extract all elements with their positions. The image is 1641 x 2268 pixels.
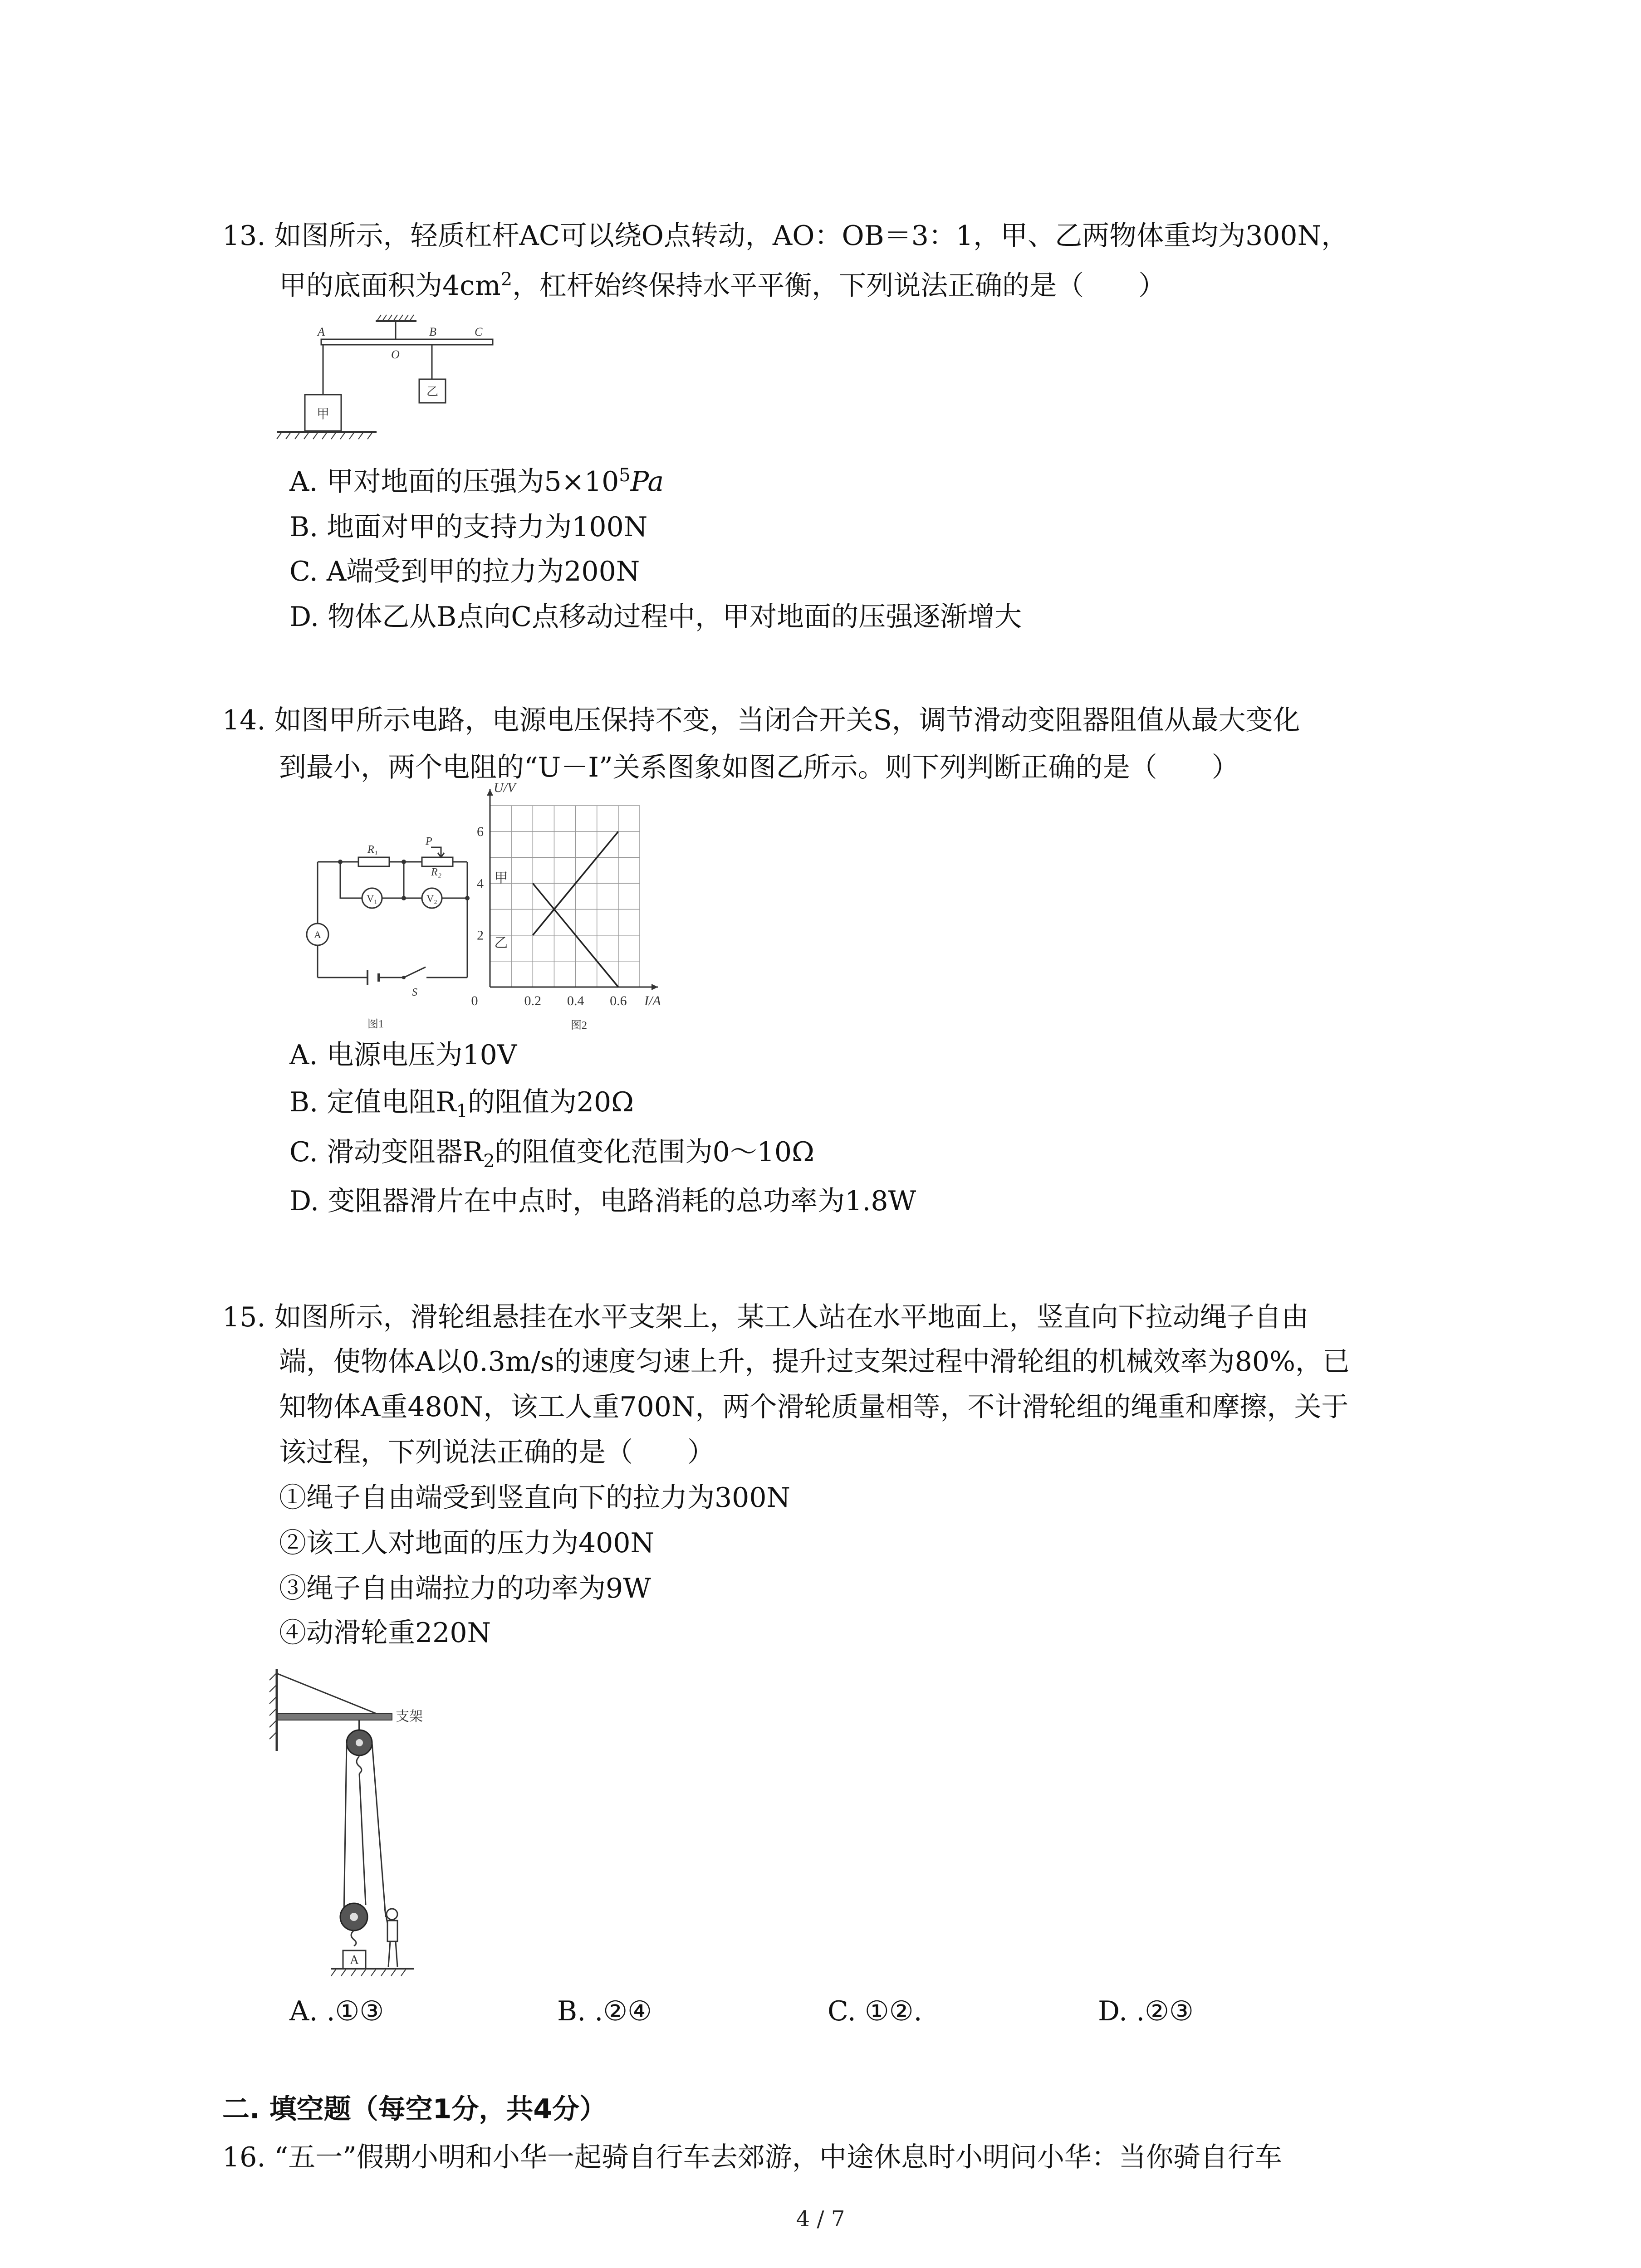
q14-option-c: C. 滑动变阻器$R_2$的阻值变化范围为0～10Ω [289, 1136, 814, 1172]
q14-stem-line2: 到最小，两个电阻的“U－I”关系图象如图乙所示。则下列判断正确的是（ ） [279, 752, 1239, 783]
label-ammeter: A [314, 929, 321, 940]
y-axis-arrow [487, 789, 493, 796]
q14-option-d: D. 变阻器滑片在中点时，电路消耗的总功率为1.8W [289, 1185, 916, 1217]
q14-stem-line1: 14. 如图甲所示电路，电源电压保持不变，当闭合开关S，调节滑动变阻器阻值从最大变化 [222, 704, 1300, 736]
series-label-yi: 乙 [494, 935, 508, 951]
q15-stem-line3: 知物体A重480N，该工人重700N，两个滑轮质量相等，不计滑轮组的绳重和摩擦，关于 [279, 1391, 1349, 1423]
y-tick-label: 2 [477, 928, 484, 943]
q15-stem-line1: 15. 如图所示，滑轮组悬挂在水平支架上，某工人站在水平地面上，竖直向下拉动绳子自由 [222, 1301, 1309, 1333]
q15-option-d: D. .②③ [1098, 1995, 1194, 2027]
worker-figure [385, 1909, 397, 1967]
label-C: C [475, 325, 483, 338]
x-axis-arrow [652, 984, 658, 990]
y-axis-label: U/V [494, 780, 516, 795]
label-V1: V₁ [367, 893, 377, 904]
label-R2: R₂ [431, 866, 442, 878]
q15-statement-1: ①绳子自由端受到竖直向下的拉力为300N [279, 1482, 791, 1514]
q15-stem-line4: 该过程，下列说法正确的是（ ） [279, 1437, 715, 1468]
q15-statement-2: ②该工人对地面的压力为400N [279, 1527, 655, 1559]
page-number: 4 / 7 [796, 2206, 845, 2232]
label-A: A [318, 325, 325, 338]
q15-option-c: C. ①②. [828, 1995, 922, 2027]
q14-option-a: A. 电源电压为10V [289, 1039, 517, 1071]
q13-option-a: A. 甲对地面的压强为$5\times 10^5Pa$ [289, 465, 664, 498]
q13-stem-line1: 13. 如图所示，轻质杠杆AC可以绕O点转动，AO：OB＝3：1，甲、乙两物体重均为300N， [222, 220, 1349, 252]
y-tick-label: 6 [477, 824, 484, 840]
label-R1: R₁ [367, 844, 378, 855]
q14-u-i-graph [471, 780, 690, 1034]
series-label-jia: 甲 [494, 870, 508, 886]
label-support: 支架 [396, 1709, 423, 1724]
caption-figure-1: 图1 [367, 1018, 384, 1030]
q13-option-b: B. 地面对甲的支持力为100N [289, 511, 648, 543]
label-yi: 乙 [426, 385, 439, 398]
label-V2: V₂ [426, 893, 437, 904]
x-tick-label: 0.4 [567, 993, 584, 1008]
caption-figure-2: 图2 [571, 1020, 587, 1031]
q14-circuit-diagram [281, 821, 481, 1034]
q16-stem-line1: 16. “五一”假期小明和小华一起骑自行车去郊游，中途休息时小明问小华：当你骑自行车 [222, 2141, 1282, 2173]
section-2-heading: 二. 填空题（每空1分，共4分） [222, 2093, 607, 2125]
label-jia: 甲 [316, 407, 330, 421]
q15-stem-line2: 端，使物体A以0.3m/s的速度匀速上升，提升过支架过程中滑轮组的机械效率为80%，已 [279, 1346, 1350, 1378]
label-P: P [426, 836, 432, 847]
label-S: S [412, 987, 417, 998]
label-B: B [429, 325, 436, 338]
q13-option-d: D. 物体乙从B点向C点移动过程中，甲对地面的压强逐渐增大 [289, 601, 1022, 633]
label-object-A: A [349, 1953, 359, 1967]
q13-lever-figure [272, 313, 499, 458]
q13-stem-line2: 甲的底面积为$4cm^2$，杠杆始终保持水平平衡，下列说法正确的是（ ） [279, 269, 1166, 302]
q14-option-b: B. 定值电阻$R_1$的阻值为20Ω [289, 1086, 634, 1122]
q13-option-c: C. A端受到甲的拉力为200N [289, 556, 640, 587]
y-tick-label: 4 [477, 876, 484, 891]
q15-pulley-figure [263, 1660, 472, 1987]
q15-option-a: A. .①③ [289, 1995, 384, 2027]
x-tick-label: 0 [471, 993, 478, 1008]
q15-option-b: B. .②④ [557, 1995, 652, 2027]
label-O: O [391, 348, 400, 361]
x-tick-label: 0.6 [610, 993, 627, 1008]
q15-statement-4: ④动滑轮重220N [279, 1617, 491, 1649]
q15-statement-3: ③绳子自由端拉力的功率为9W [279, 1573, 651, 1604]
x-axis-label: I/A [644, 993, 661, 1008]
x-tick-label: 0.2 [524, 993, 542, 1008]
